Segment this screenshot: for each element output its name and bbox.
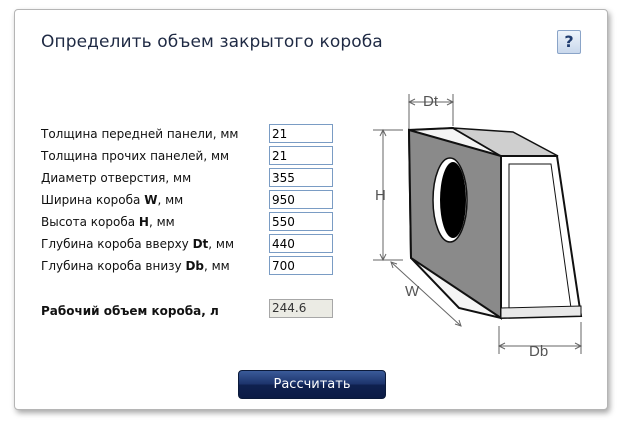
speaker-hole <box>440 162 466 238</box>
db-label: Db <box>529 343 549 360</box>
field-other-thickness <box>41 146 341 167</box>
box-diagram <box>353 90 593 360</box>
field-label: Высота короба H, мм <box>41 215 175 229</box>
result-label: Рабочий объем короба, л <box>41 304 219 318</box>
help-button[interactable]: ? <box>557 30 581 54</box>
page-title: Определить объем закрытого короба <box>41 32 383 52</box>
field-label: Глубина короба внизу Db, мм <box>41 259 230 273</box>
front-thickness-input[interactable] <box>269 124 333 143</box>
field-height <box>41 212 341 233</box>
height-input[interactable] <box>269 212 333 231</box>
depth-bottom-input[interactable] <box>269 256 333 275</box>
field-front-thickness <box>41 124 341 145</box>
field-hole-diameter <box>41 168 341 189</box>
result-value: 244.6 <box>269 299 333 318</box>
field-label: Ширина короба W, мм <box>41 193 184 207</box>
field-width <box>41 190 341 211</box>
h-label: H <box>375 187 386 204</box>
dt-label: Dt <box>423 93 438 110</box>
w-label: W <box>405 283 420 300</box>
field-label: Толщина прочих панелей, мм <box>41 149 230 163</box>
field-label: Диаметр отверстия, мм <box>41 171 192 185</box>
field-depth-top <box>41 234 341 255</box>
hole-diameter-input[interactable] <box>269 168 333 187</box>
calculate-button[interactable]: Рассчитать <box>238 370 386 399</box>
field-depth-bottom <box>41 256 341 277</box>
box-bottom <box>501 306 581 318</box>
depth-top-input[interactable] <box>269 234 333 253</box>
width-input[interactable] <box>269 190 333 209</box>
dialog-panel <box>14 9 608 410</box>
field-label: Толщина передней панели, мм <box>41 127 239 141</box>
other-thickness-input[interactable] <box>269 146 333 165</box>
field-label: Глубина короба вверху Dt, мм <box>41 237 235 251</box>
